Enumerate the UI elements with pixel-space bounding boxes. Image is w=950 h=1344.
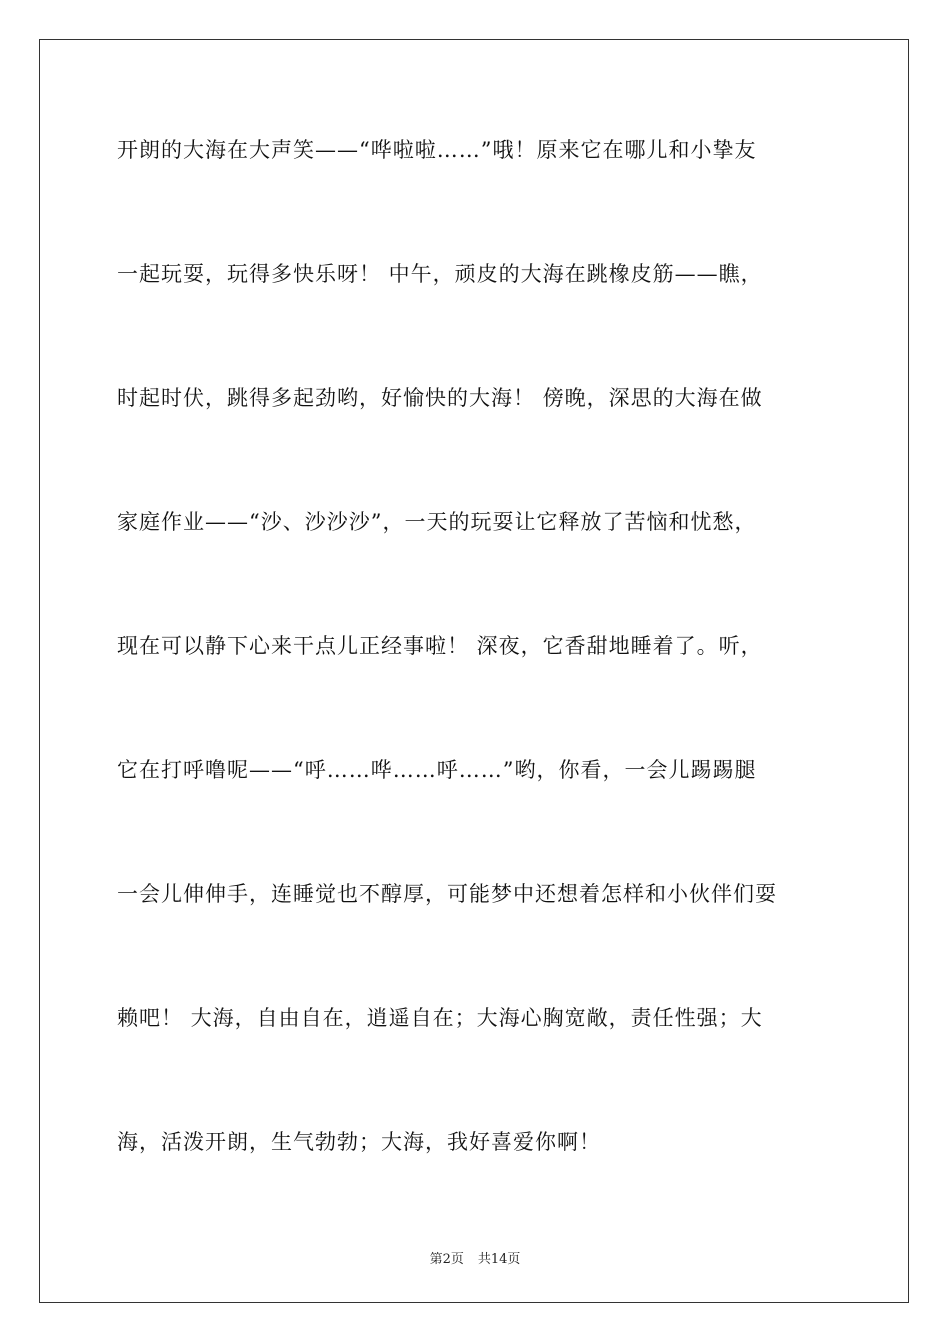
page-footer (0, 1248, 950, 1267)
page-total: 共14页 (477, 1252, 521, 1267)
page-number: 第2页 (429, 1252, 464, 1267)
text-line-5: 现在可以静下心来干点儿正经事啦！ 深夜，它香甜地睡着了。听， (117, 634, 763, 658)
text-line-4: 家庭作业——“沙、沙沙沙”，一天的玩耍让它释放了苦恼和忧愁， (117, 510, 757, 534)
document-body (117, 130, 833, 1246)
text-line-2: 一起玩耍，玩得多快乐呀！ 中午，顽皮的大海在跳橡皮筋——瞧， (117, 262, 763, 286)
text-line-7: 一会儿伸伸手，连睡觉也不醇厚，可能梦中还想着怎样和小伙伴们耍 (117, 882, 777, 906)
text-line-3: 时起时伏，跳得多起劲哟，好愉快的大海！ 傍晚，深思的大海在做 (117, 386, 763, 410)
text-line-1: 开朗的大海在大声笑——“哗啦啦……”哦！原来它在哪儿和小挚友 (117, 138, 757, 162)
text-line-9: 海，活泼开朗，生气勃勃；大海，我好喜爱你啊！ (117, 1130, 601, 1154)
text-line-8: 赖吧！ 大海，自由自在，逍遥自在；大海心胸宽敞，责任性强；大 (117, 1006, 763, 1030)
text-line-6: 它在打呼噜呢——“呼……哗……呼……”哟，你看，一会儿踢踢腿 (117, 758, 757, 782)
